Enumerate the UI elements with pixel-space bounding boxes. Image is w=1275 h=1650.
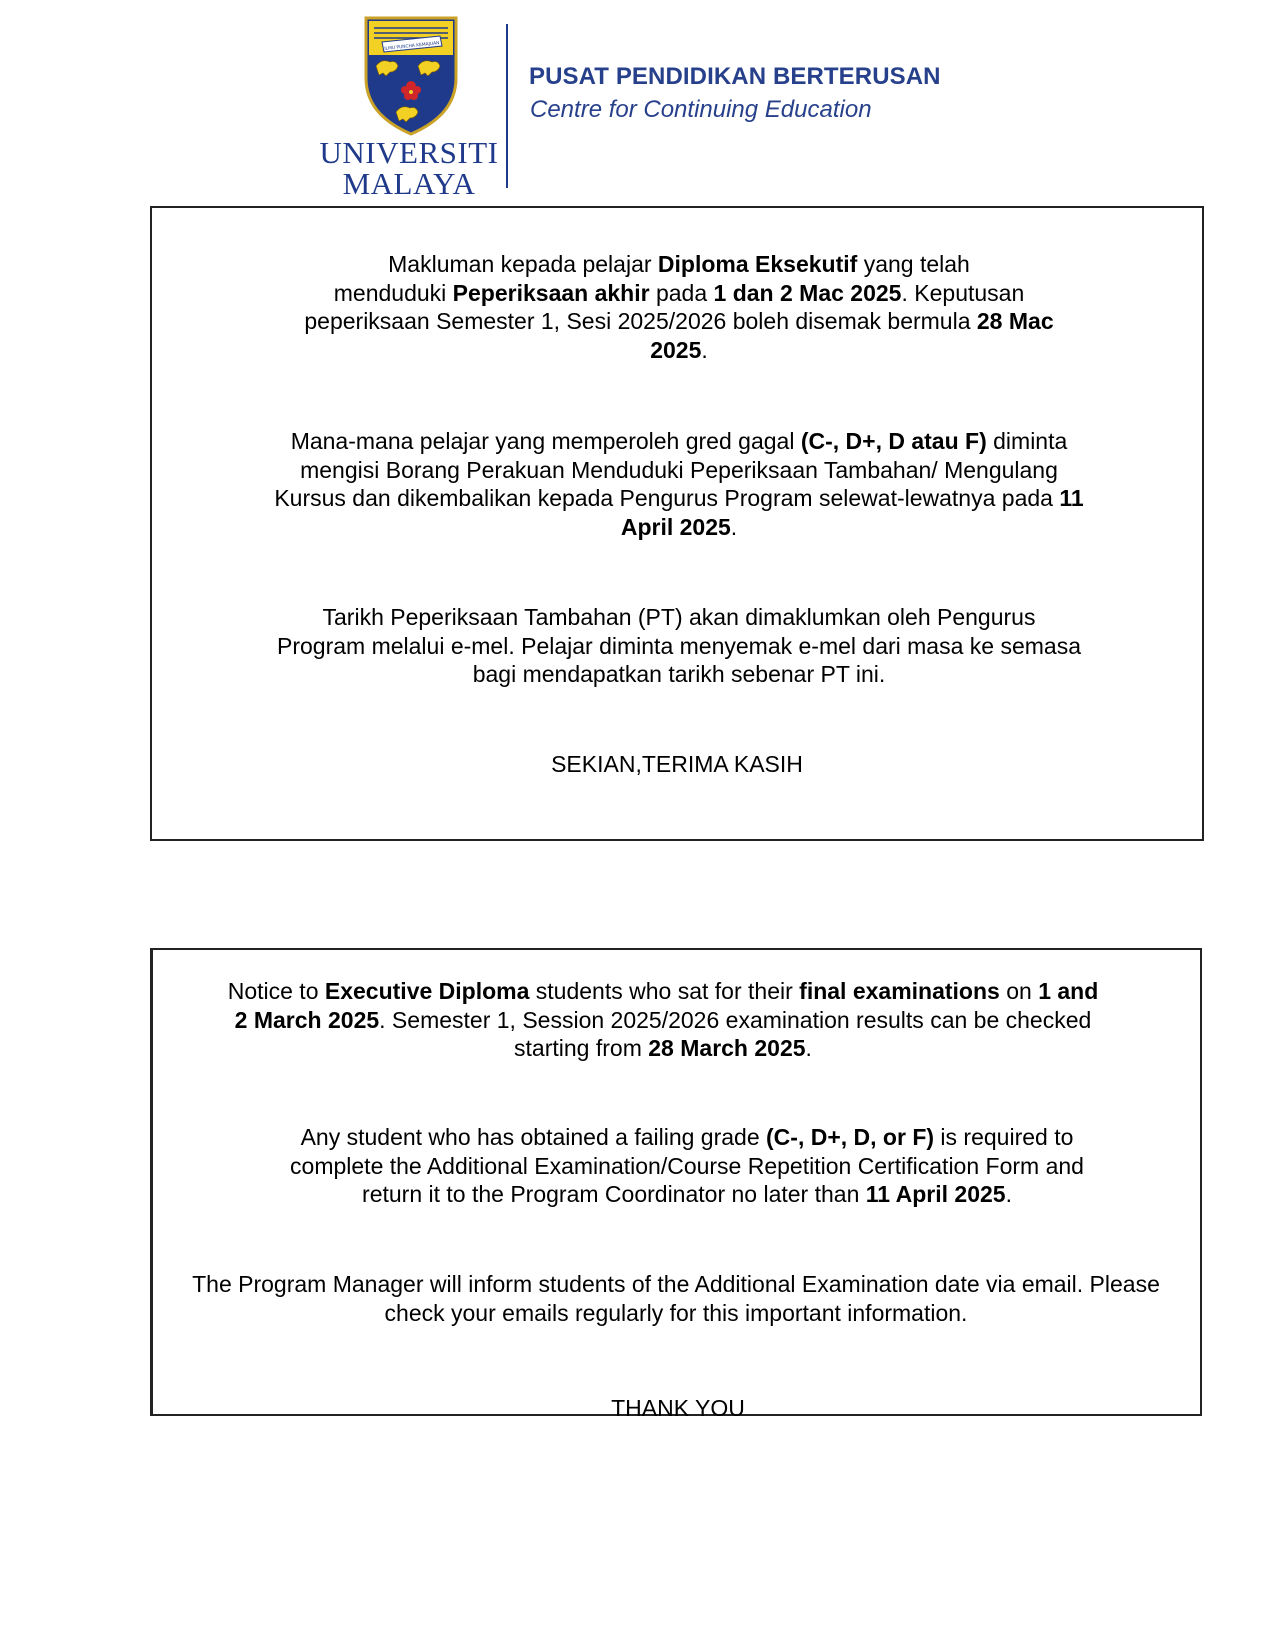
english-paragraph-results: Notice to Executive Diploma students who sat for their final examinations on 1 and 2 March 2025. Semester 1, Session 2025/2026 examination results can be checked starting from 28 March 2025. [227, 978, 1099, 1061]
malay-closing: SEKIAN,TERIMA KASIH [551, 751, 803, 777]
header-divider [506, 24, 508, 188]
centre-subtitle: Centre for Continuing Education [530, 96, 872, 123]
malay-paragraph-failing-grade: Mana-mana pelajar yang memperoleh gred gagal (C-, D+, D atau F) diminta mengisi Borang Perakuan Menduduki Peperiksaan Tambahan/ Mengulang Kursus dan dikembalikan kepada Pengurus Program selewat-lewatnya pada 11 April 2025. [274, 428, 1084, 540]
english-paragraph-failing-grade: Any student who has obtained a failing grade (C-, D+, D, or F) is required to complete the Additional Examination/Course Repetition Certification Form and return it to the Program Coordinator no later than 11 April 2025. [290, 1124, 1084, 1207]
university-name-line2: MALAYA [342, 166, 476, 201]
university-crest-icon [364, 16, 458, 136]
university-name-line1: UNIVERSITI [319, 135, 499, 170]
malay-notice-box [150, 206, 1204, 841]
english-paragraph-additional-exam: The Program Manager will inform students of the Additional Examination date via email. Please check your emails regularly for this important information. [192, 1271, 1160, 1326]
university-name [316, 137, 502, 199]
letterhead [0, 0, 1275, 205]
malay-paragraph-results: Makluman kepada pelajar Diploma Eksekutif yang telah menduduki Peperiksaan akhir pada 1 dan 2 Mac 2025. Keputusan peperiksaan Semester 1, Sesi 2025/2026 boleh disemak bermula 28 Mac 2025. [304, 251, 1054, 363]
english-notice-box [150, 948, 1202, 1421]
malay-paragraph-additional-exam: Tarikh Peperiksaan Tambahan (PT) akan dimaklumkan oleh Pengurus Program melalui e-mel. Pelajar diminta menyemak e-mel dari masa ke semasa bagi mendapatkan tarikh sebenar PT ini. [276, 604, 1081, 687]
english-closing: THANK YOU [611, 1395, 745, 1421]
centre-title: PUSAT PENDIDIKAN BERTERUSAN [529, 63, 941, 90]
svg-text:ILMU PUNCHA KEMAJUAN: ILMU PUNCHA KEMAJUAN [384, 41, 440, 52]
